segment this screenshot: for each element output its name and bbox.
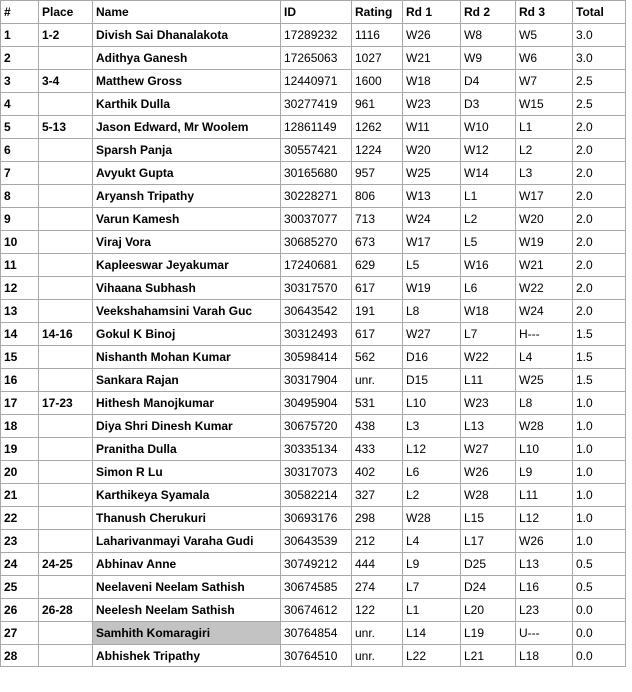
player-place [39, 300, 93, 323]
round-1-result: W11 [403, 116, 461, 139]
round-2-result: W26 [461, 461, 516, 484]
player-id: 30557421 [281, 139, 352, 162]
table-row[interactable] [1, 47, 626, 70]
player-id: 17265063 [281, 47, 352, 70]
player-place [39, 507, 93, 530]
round-2-result: W16 [461, 254, 516, 277]
player-id: 30335134 [281, 438, 352, 461]
table-row[interactable] [1, 392, 626, 415]
player-total: 2.0 [573, 139, 626, 162]
player-number: 18 [1, 415, 39, 438]
round-1-result: L4 [403, 530, 461, 553]
player-place [39, 139, 93, 162]
player-total: 1.0 [573, 461, 626, 484]
round-3-result: W20 [516, 208, 573, 231]
player-name: Laharivanmayi Varaha Gudi [93, 530, 281, 553]
player-rating: 531 [352, 392, 403, 415]
player-id: 30317073 [281, 461, 352, 484]
round-2-result: W12 [461, 139, 516, 162]
player-name: Karthikeya Syamala [93, 484, 281, 507]
round-2-result: W10 [461, 116, 516, 139]
player-place [39, 231, 93, 254]
player-number: 5 [1, 116, 39, 139]
player-id: 30749212 [281, 553, 352, 576]
player-id: 30228271 [281, 185, 352, 208]
player-id: 17289232 [281, 24, 352, 47]
round-3-result: L16 [516, 576, 573, 599]
round-2-result: L7 [461, 323, 516, 346]
player-id: 30693176 [281, 507, 352, 530]
round-1-result: W17 [403, 231, 461, 254]
round-3-result: W15 [516, 93, 573, 116]
player-rating: 402 [352, 461, 403, 484]
round-1-result: W26 [403, 24, 461, 47]
player-rating: 957 [352, 162, 403, 185]
header-place[interactable]: Place [39, 1, 93, 24]
player-name: Matthew Gross [93, 70, 281, 93]
player-total: 2.0 [573, 116, 626, 139]
table-row[interactable] [1, 24, 626, 47]
round-2-result: L20 [461, 599, 516, 622]
round-3-result: L13 [516, 553, 573, 576]
player-total: 0.0 [573, 622, 626, 645]
player-name: Pranitha Dulla [93, 438, 281, 461]
player-place: 17-23 [39, 392, 93, 415]
player-rating: 1027 [352, 47, 403, 70]
table-row[interactable] [1, 507, 626, 530]
player-id: 30495904 [281, 392, 352, 415]
player-id: 12861149 [281, 116, 352, 139]
player-rating: 629 [352, 254, 403, 277]
player-rating: 806 [352, 185, 403, 208]
table-row[interactable] [1, 277, 626, 300]
round-1-result: L8 [403, 300, 461, 323]
player-total: 2.0 [573, 185, 626, 208]
player-rating: 438 [352, 415, 403, 438]
player-rating: 562 [352, 346, 403, 369]
player-id: 30685270 [281, 231, 352, 254]
player-place [39, 277, 93, 300]
player-place [39, 438, 93, 461]
player-place [39, 461, 93, 484]
table-row[interactable] [1, 484, 626, 507]
player-number: 6 [1, 139, 39, 162]
player-place [39, 185, 93, 208]
table-row[interactable] [1, 300, 626, 323]
round-3-result: L8 [516, 392, 573, 415]
player-number: 12 [1, 277, 39, 300]
round-1-result: L9 [403, 553, 461, 576]
player-number: 3 [1, 70, 39, 93]
player-rating: 433 [352, 438, 403, 461]
player-rating: 1224 [352, 139, 403, 162]
player-id: 30764854 [281, 622, 352, 645]
table-row[interactable] [1, 576, 626, 599]
round-3-result: H--- [516, 323, 573, 346]
round-3-result: W24 [516, 300, 573, 323]
player-place [39, 622, 93, 645]
player-total: 1.0 [573, 415, 626, 438]
player-total: 2.0 [573, 208, 626, 231]
player-name: Abhinav Anne [93, 553, 281, 576]
player-total: 1.0 [573, 392, 626, 415]
player-id: 17240681 [281, 254, 352, 277]
player-place [39, 208, 93, 231]
round-1-result: D16 [403, 346, 461, 369]
round-3-result: L2 [516, 139, 573, 162]
round-1-result: D15 [403, 369, 461, 392]
player-place [39, 415, 93, 438]
round-2-result: D4 [461, 70, 516, 93]
player-name: Vihaana Subhash [93, 277, 281, 300]
player-rating: 673 [352, 231, 403, 254]
round-2-result: L6 [461, 277, 516, 300]
player-name: Avyukt Gupta [93, 162, 281, 185]
player-number: 15 [1, 346, 39, 369]
player-number: 8 [1, 185, 39, 208]
player-total: 1.0 [573, 530, 626, 553]
round-2-result: L1 [461, 185, 516, 208]
round-2-result: L11 [461, 369, 516, 392]
player-rating: 961 [352, 93, 403, 116]
player-number: 26 [1, 599, 39, 622]
round-2-result: W22 [461, 346, 516, 369]
player-id: 30764510 [281, 645, 352, 667]
player-number: 28 [1, 645, 39, 667]
header-rating[interactable]: Rating [352, 1, 403, 24]
player-rating: 713 [352, 208, 403, 231]
table-row[interactable] [1, 93, 626, 116]
player-total: 2.0 [573, 300, 626, 323]
round-2-result: D3 [461, 93, 516, 116]
player-id: 30312493 [281, 323, 352, 346]
player-number: 7 [1, 162, 39, 185]
player-number: 17 [1, 392, 39, 415]
player-name: Viraj Vora [93, 231, 281, 254]
round-1-result: W25 [403, 162, 461, 185]
round-2-result: W18 [461, 300, 516, 323]
player-place [39, 254, 93, 277]
table-row[interactable] [1, 346, 626, 369]
table-row[interactable] [1, 70, 626, 93]
player-name: Thanush Cherukuri [93, 507, 281, 530]
player-total: 0.0 [573, 599, 626, 622]
player-name: Gokul K Binoj [93, 323, 281, 346]
round-3-result: W22 [516, 277, 573, 300]
round-2-result: L13 [461, 415, 516, 438]
table-row[interactable] [1, 323, 626, 346]
player-total: 1.5 [573, 369, 626, 392]
round-2-result: L21 [461, 645, 516, 667]
round-2-result: D25 [461, 553, 516, 576]
player-total: 2.0 [573, 254, 626, 277]
player-id: 12440971 [281, 70, 352, 93]
player-number: 9 [1, 208, 39, 231]
round-2-result: W28 [461, 484, 516, 507]
player-rating: 122 [352, 599, 403, 622]
player-name: Simon R Lu [93, 461, 281, 484]
round-3-result: W5 [516, 24, 573, 47]
player-rating: 1116 [352, 24, 403, 47]
table-row[interactable] [1, 208, 626, 231]
player-place [39, 484, 93, 507]
header-round-1[interactable]: Rd 1 [403, 1, 461, 24]
player-number: 2 [1, 47, 39, 70]
player-id: 30582214 [281, 484, 352, 507]
player-total: 1.0 [573, 438, 626, 461]
player-number: 24 [1, 553, 39, 576]
round-2-result: L17 [461, 530, 516, 553]
round-2-result: L19 [461, 622, 516, 645]
player-name: Hithesh Manojkumar [93, 392, 281, 415]
round-3-result: L11 [516, 484, 573, 507]
player-number: 14 [1, 323, 39, 346]
player-name: Karthik Dulla [93, 93, 281, 116]
player-total: 1.5 [573, 323, 626, 346]
round-3-result: L3 [516, 162, 573, 185]
round-1-result: L2 [403, 484, 461, 507]
player-number: 13 [1, 300, 39, 323]
round-2-result: D24 [461, 576, 516, 599]
player-number: 21 [1, 484, 39, 507]
player-total: 0.0 [573, 645, 626, 667]
player-id: 30277419 [281, 93, 352, 116]
round-2-result: W9 [461, 47, 516, 70]
round-3-result: L4 [516, 346, 573, 369]
header-round-2[interactable]: Rd 2 [461, 1, 516, 24]
player-id: 30317570 [281, 277, 352, 300]
player-id: 30675720 [281, 415, 352, 438]
table-row[interactable] [1, 231, 626, 254]
player-number: 11 [1, 254, 39, 277]
round-3-result: L23 [516, 599, 573, 622]
table-row[interactable] [1, 116, 626, 139]
round-1-result: L14 [403, 622, 461, 645]
player-total: 3.0 [573, 24, 626, 47]
player-rating: 212 [352, 530, 403, 553]
player-rating: 617 [352, 323, 403, 346]
table-row[interactable] [1, 415, 626, 438]
round-2-result: W8 [461, 24, 516, 47]
player-name: Diya Shri Dinesh Kumar [93, 415, 281, 438]
round-1-result: W28 [403, 507, 461, 530]
round-3-result: W19 [516, 231, 573, 254]
player-number: 1 [1, 24, 39, 47]
player-id: 30317904 [281, 369, 352, 392]
player-total: 3.0 [573, 47, 626, 70]
round-1-result: L1 [403, 599, 461, 622]
round-2-result: W27 [461, 438, 516, 461]
player-name: Aryansh Tripathy [93, 185, 281, 208]
round-2-result: L2 [461, 208, 516, 231]
round-1-result: L7 [403, 576, 461, 599]
table-row[interactable] [1, 599, 626, 622]
table-row[interactable] [1, 530, 626, 553]
round-3-result: W28 [516, 415, 573, 438]
player-id: 30674585 [281, 576, 352, 599]
player-place: 1-2 [39, 24, 93, 47]
round-1-result: L6 [403, 461, 461, 484]
round-3-result: W6 [516, 47, 573, 70]
player-total: 1.5 [573, 346, 626, 369]
round-1-result: W23 [403, 93, 461, 116]
player-name: Varun Kamesh [93, 208, 281, 231]
round-1-result: L12 [403, 438, 461, 461]
player-number: 22 [1, 507, 39, 530]
player-number: 4 [1, 93, 39, 116]
player-place [39, 47, 93, 70]
round-3-result: W25 [516, 369, 573, 392]
round-1-result: W19 [403, 277, 461, 300]
player-place [39, 645, 93, 667]
player-place: 24-25 [39, 553, 93, 576]
player-place: 14-16 [39, 323, 93, 346]
player-name: Sparsh Panja [93, 139, 281, 162]
player-id: 30037077 [281, 208, 352, 231]
player-name: Abhishek Tripathy [93, 645, 281, 667]
player-total: 1.0 [573, 484, 626, 507]
round-3-result: L1 [516, 116, 573, 139]
player-place [39, 346, 93, 369]
header-name[interactable]: Name [93, 1, 281, 24]
player-name: Sankara Rajan [93, 369, 281, 392]
header-number[interactable]: # [1, 1, 39, 24]
player-rating: unr. [352, 622, 403, 645]
player-rating: unr. [352, 645, 403, 667]
round-1-result: W24 [403, 208, 461, 231]
header-id[interactable]: ID [281, 1, 352, 24]
player-name: Neelaveni Neelam Sathish [93, 576, 281, 599]
player-name: Veekshahamsini Varah Guc [93, 300, 281, 323]
player-place [39, 369, 93, 392]
player-id: 30674612 [281, 599, 352, 622]
round-3-result: L9 [516, 461, 573, 484]
round-1-result: W18 [403, 70, 461, 93]
round-1-result: W21 [403, 47, 461, 70]
round-1-result: L10 [403, 392, 461, 415]
player-place: 26-28 [39, 599, 93, 622]
round-2-result: L15 [461, 507, 516, 530]
player-place: 3-4 [39, 70, 93, 93]
player-number: 27 [1, 622, 39, 645]
player-name: Neelesh Neelam Sathish [93, 599, 281, 622]
table-row[interactable] [1, 369, 626, 392]
round-3-result: W17 [516, 185, 573, 208]
round-1-result: L5 [403, 254, 461, 277]
table-row[interactable] [1, 553, 626, 576]
round-1-result: L22 [403, 645, 461, 667]
player-number: 25 [1, 576, 39, 599]
player-place: 5-13 [39, 116, 93, 139]
player-total: 2.5 [573, 70, 626, 93]
player-name: Samhith Komaragiri [93, 622, 281, 645]
player-rating: 327 [352, 484, 403, 507]
player-id: 30643539 [281, 530, 352, 553]
table-row[interactable] [1, 162, 626, 185]
round-3-result: L12 [516, 507, 573, 530]
table-row[interactable] [1, 254, 626, 277]
round-2-result: W23 [461, 392, 516, 415]
player-total: 1.0 [573, 507, 626, 530]
player-number: 16 [1, 369, 39, 392]
player-total: 2.0 [573, 231, 626, 254]
player-rating: 298 [352, 507, 403, 530]
round-3-result: W21 [516, 254, 573, 277]
header-total[interactable]: Total [573, 1, 626, 24]
round-3-result: U--- [516, 622, 573, 645]
round-1-result: W27 [403, 323, 461, 346]
round-1-result: L3 [403, 415, 461, 438]
player-name: Adithya Ganesh [93, 47, 281, 70]
round-3-result: L10 [516, 438, 573, 461]
player-total: 2.5 [573, 93, 626, 116]
table-row[interactable] [1, 185, 626, 208]
player-rating: 274 [352, 576, 403, 599]
player-rating: 617 [352, 277, 403, 300]
player-name: Kapleeswar Jeyakumar [93, 254, 281, 277]
player-id: 30643542 [281, 300, 352, 323]
player-number: 19 [1, 438, 39, 461]
player-rating: 1600 [352, 70, 403, 93]
player-rating: 1262 [352, 116, 403, 139]
player-total: 2.0 [573, 277, 626, 300]
player-total: 0.5 [573, 553, 626, 576]
round-2-result: W14 [461, 162, 516, 185]
player-id: 30598414 [281, 346, 352, 369]
player-id: 30165680 [281, 162, 352, 185]
player-name: Divish Sai Dhanalakota [93, 24, 281, 47]
player-total: 0.5 [573, 576, 626, 599]
player-rating: 191 [352, 300, 403, 323]
player-number: 23 [1, 530, 39, 553]
player-number: 10 [1, 231, 39, 254]
player-name: Nishanth Mohan Kumar [93, 346, 281, 369]
player-name: Jason Edward, Mr Woolem [93, 116, 281, 139]
player-place [39, 162, 93, 185]
table-row[interactable] [1, 461, 626, 484]
round-3-result: W26 [516, 530, 573, 553]
round-1-result: W20 [403, 139, 461, 162]
player-place [39, 93, 93, 116]
player-rating: unr. [352, 369, 403, 392]
table-row[interactable] [1, 139, 626, 162]
player-rating: 444 [352, 553, 403, 576]
player-number: 20 [1, 461, 39, 484]
round-3-result: W7 [516, 70, 573, 93]
table-row[interactable] [1, 645, 626, 667]
player-total: 2.0 [573, 162, 626, 185]
header-row [1, 1, 626, 24]
round-1-result: W13 [403, 185, 461, 208]
table-row[interactable] [1, 438, 626, 461]
player-place [39, 576, 93, 599]
header-round-3[interactable]: Rd 3 [516, 1, 573, 24]
table-row[interactable] [1, 622, 626, 645]
player-place [39, 530, 93, 553]
round-3-result: L18 [516, 645, 573, 667]
round-2-result: L5 [461, 231, 516, 254]
